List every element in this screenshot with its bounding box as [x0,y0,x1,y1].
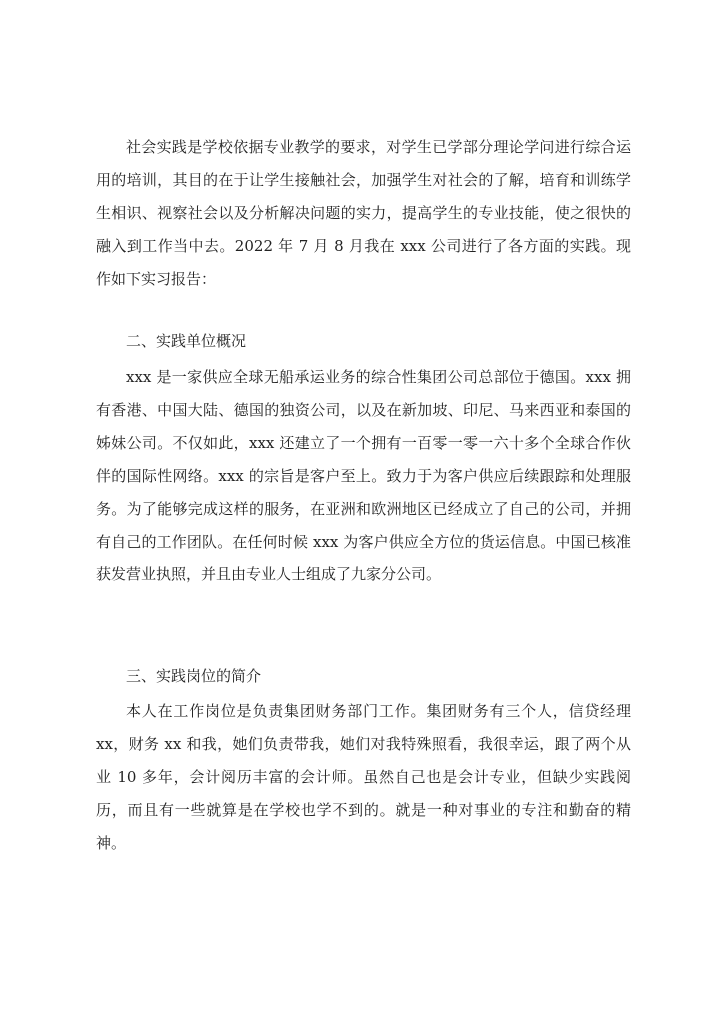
company-overview-paragraph: xxx 是一家供应全球无船承运业务的综合性集团公司总部位于德国。xxx 拥有香港、中国大陆、德国的独资公司，以及在新加坡、印尼、马来西亚和泰国的姊妹公司。不仅如此，xxx 还建立了一个拥有一百零一零一六十多个全球合作伙伴的国际性网络。xxx 的宗旨是客户至上。致力于为客户供应后续跟踪和处理服务。为了能够完成这样的服务，在亚洲和欧洲地区已经成立了自己的公司，并拥有自己的工作团队。在任何时候 xxx 为客户供应全方位的货运信息。中国已核准获发营业执照，并且由专业人士组成了九家分公司。 [96,368,631,584]
section-three-heading-wrap [96,660,631,693]
intro-paragraph: 社会实践是学校依据专业教学的要求，对学生已学部分理论学问进行综合运用的培训，其目的在于让学生接触社会，加强学生对社会的了解，培育和训练学生相识、视察社会以及分析解决问题的实力，提高学生的专业技能，使之很快的融入到工作当中去。2022 年 7 月 8 月我在 xxx 公司进行了各方面的实践。现作如下实习报告： [96,138,631,288]
position-intro-paragraph: 本人在工作岗位是负责集团财务部门工作。集团财务有三个人，信贷经理 xx，财务 xx 和我，她们负责带我，她们对我特殊照看，我很幸运，跟了两个从业 10 多年，会计阅历丰富的会计师。虽然自己也是会计专业，但缺少实践阅历，而且有一些就算是在学校也学不到的。就是一种对事业的专注和勤奋的精神。 [96,702,631,852]
section-heading-position-intro: 三、实践岗位的简介 [126,667,262,685]
company-section [96,361,631,591]
section-two-heading-wrap [96,325,631,358]
section-heading-company-overview: 二、实践单位概况 [126,332,247,350]
position-section [96,695,631,860]
intro-section [96,131,631,296]
